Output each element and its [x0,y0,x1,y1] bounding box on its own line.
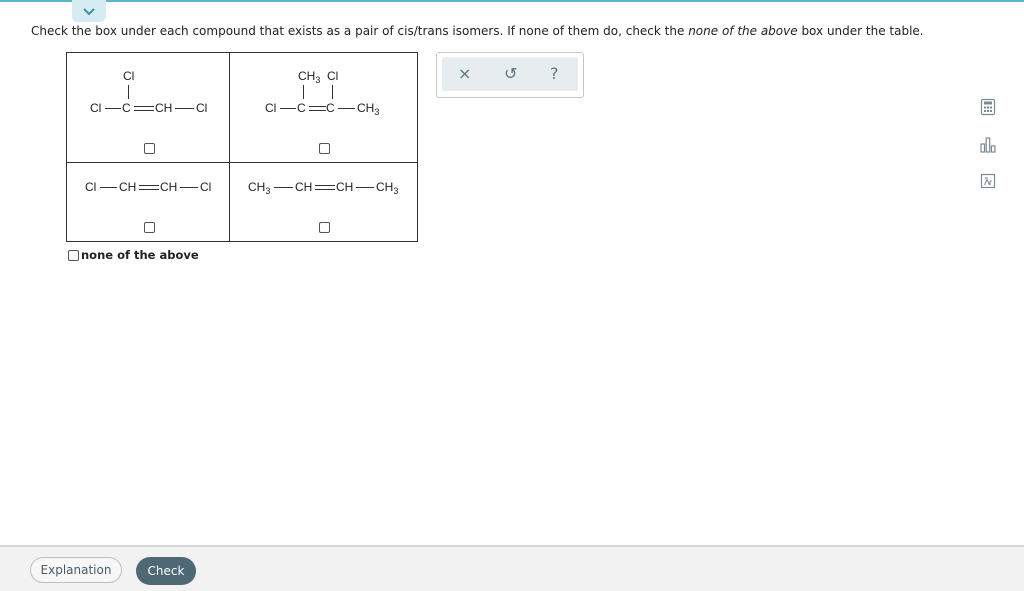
undo-icon[interactable]: ↺ [504,64,518,83]
periodic-table-icon-svg [980,173,996,189]
none-of-the-above-checkbox[interactable] [68,250,79,261]
c1-top-cl: Cl [123,69,135,83]
c1-double-bond-b [134,110,154,111]
calculator-icon[interactable] [978,97,998,117]
c3-left-cl: Cl [85,180,97,194]
c3-single-bond-right [180,187,198,188]
c3-double-bond-b [139,189,159,190]
c4-single-bond-right [356,187,374,188]
c4-double-bond-a [315,185,335,186]
c3-ch2: CH [160,180,178,194]
c1-double-bond-a [134,106,154,107]
c2-top-cl: Cl [327,69,339,83]
clear-icon[interactable]: × [458,64,472,83]
compound-1-checkbox[interactable] [144,143,155,154]
compound-2-checkbox[interactable] [319,143,330,154]
c2-left-cl: Cl [265,101,277,115]
compound-3-checkbox[interactable] [144,222,155,233]
c4-right-ch3: $CH_3$ [376,180,399,196]
c2-vertical-bond-left [303,85,304,99]
question-suffix: box under the table. [797,24,924,38]
explanation-button[interactable]: Explanation [30,557,122,583]
c1-single-bond-right [175,108,194,109]
c2-c1: C [297,101,306,115]
c4-left-ch3: $CH_3$ [248,180,271,196]
c1-vertical-bond [128,85,129,99]
question-text [31,24,924,38]
data-chart-icon[interactable] [978,135,998,155]
c4-ch2: CH [336,180,354,194]
table-divider-horizontal [67,162,417,163]
c1-ch: CH [155,101,173,115]
top-accent-line [0,0,1024,2]
calculator-icon-svg [980,98,996,116]
question-emphasis: none of the above [688,24,798,38]
c2-double-bond-a [309,106,326,107]
c2-top-ch3: $CH_3$ [298,69,321,85]
c4-ch1: CH [295,180,313,194]
c2-single-bond-right [338,108,355,109]
chevron-down-icon [82,7,96,16]
compound-table [66,52,418,242]
c3-ch1: CH [119,180,137,194]
none-of-the-above-label: none of the above [81,248,199,262]
c2-double-bond-b [309,110,326,111]
c2-vertical-bond-right [332,85,333,99]
c2-c2: C [326,101,335,115]
c2-right-ch3: $CH_3$ [357,101,380,117]
collapse-tab[interactable] [72,0,106,22]
c2-single-bond-left [280,108,296,109]
question-prefix: Check the box under each compound that exists as a pair of cis/trans isomers. If none of them do, check the [31,24,689,38]
none-of-the-above-option[interactable] [68,248,199,262]
help-icon[interactable]: ? [550,64,559,83]
c4-single-bond-left [274,187,293,188]
periodic-table-icon[interactable] [978,171,998,191]
c1-right-cl: Cl [196,101,208,115]
data-chart-icon-svg [979,136,997,154]
c1-left-cl: Cl [90,101,102,115]
c3-right-cl: Cl [200,180,212,194]
answer-toolbar [436,52,584,98]
table-divider-vertical [229,53,230,241]
c4-double-bond-b [315,189,335,190]
c1-single-bond-left [105,108,121,109]
check-button[interactable]: Check [136,557,196,585]
c3-double-bond-a [139,185,159,186]
c3-single-bond-left [100,187,117,188]
compound-4-checkbox[interactable] [319,222,330,233]
answer-toolbar-inner [442,57,578,91]
c1-c: C [122,101,131,115]
bottom-bar [0,545,1024,591]
